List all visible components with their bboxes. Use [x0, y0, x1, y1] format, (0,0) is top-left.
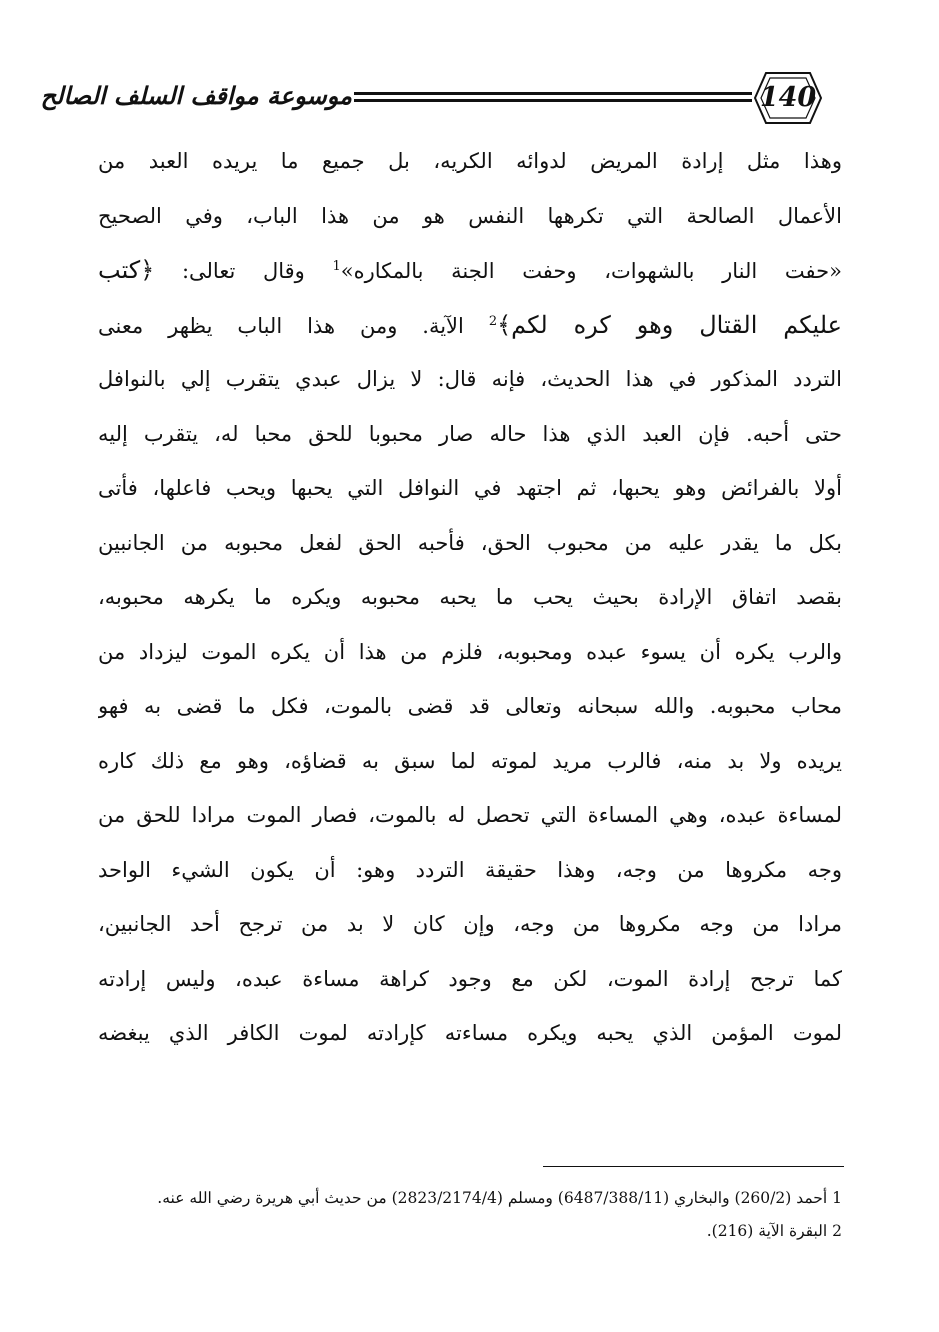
text-line: والرب يكره أن يسوء عبده ومحبوبه، فلزم من هذا أن يكره الموت ليزداد من: [98, 639, 842, 664]
text-line: عليكم القتال وهو كره لكم﴾$^2$ الآية. ومن هذا الباب يظهر معنى: [98, 310, 842, 339]
footnote-2: 2 البقرة الآية (216).: [706, 1222, 842, 1240]
main-text: [98, 134, 842, 1061]
page-number: 140: [759, 82, 817, 113]
text-line: التردد المذكور في هذا الحديث، فإنه قال: لا يزال عبدي يتقرب إلي بالنوافل: [98, 367, 842, 391]
text-line: محاب محبوبه. والله سبحانه وتعالى قد قضى بالموت، فكل ما قضى به فهو: [98, 694, 842, 718]
text-line: مرادا من وجه مكروها من وجه، وإن كان لا بد من ترجح أحد الجانبين،: [98, 912, 842, 936]
text-line: أولا بالفرائض وهو يحبها، ثم اجتهد في النوافل التي يحبها ويحب فاعلها، فأتى: [98, 476, 842, 500]
text-line: لمساءة عبده، وهي المساءة التي تحصل له بالموت، فصار الموت مرادا للحق من: [98, 803, 842, 827]
page-header: [40, 70, 832, 126]
text-line: بكل ما يقدر عليه من محبوب الحق، فأحبه الحق لفعل محبوبه من الجانبين: [98, 530, 842, 555]
text-line: وهذا مثل إرادة المريض لدوائه الكريه، بل جميع ما يريده العبد من: [98, 149, 842, 173]
book-title: موسوعة مواقف السلف الصالح: [40, 81, 352, 110]
footnotes: [98, 1182, 842, 1248]
text-line: يريده ولا بد منه، فالرب مريد لموته لما سبق به قضاؤه، وهو مع ذلك كاره: [98, 748, 842, 773]
header-rule: [354, 92, 752, 102]
text-line: وجه مكروها من وجه، وهذا حقيقة التردد وهو: أن يكون الشيء الواحد: [98, 857, 842, 882]
text-line: كما ترجح إرادة الموت، لكن مع وجود كراهة مساءة عبده، وليس إرادته: [98, 966, 842, 991]
footnote-1: 1 أحمد (260/2) والبخاري (6487/388/11) ومسلم (2823/2174/4) من حديث أبي هريرة رضي الله عنه.: [157, 1189, 842, 1207]
text-line: حتى أحبه. فإن العبد الذي هذا حاله صار محبوبا للحق محبا له، يتقرب إليه: [98, 421, 842, 446]
text-line: لموت المؤمن الذي يحبه ويكره مساءته كإرادته لموت الكافر الذي يبغضه: [98, 1021, 842, 1045]
footnote-ref-1: 1: [332, 259, 341, 274]
hadith-quote: «حفت النار بالشهوات، وحفت الجنة بالمكاره»: [340, 259, 842, 283]
page-number-badge: [752, 70, 824, 126]
quran-verse: عليكم القتال وهو كره لكم: [511, 310, 842, 339]
text-line: الأعمال الصالحة التي تكرهها النفس هو من هذا الباب، وفي الصحيح: [98, 203, 842, 228]
footnote-divider: [543, 1166, 844, 1167]
text-line: «حفت النار بالشهوات، وحفت الجنة بالمكاره»$^1$ وقال تعالى: ﴿كتب: [98, 256, 842, 284]
text-line: بقصد اتفاق الإرادة بحيث يحب ما يحبه محبوبه ويكره ما يكرهه محبوبه،: [98, 585, 842, 609]
footnote-ref-2: 2: [488, 313, 498, 329]
quran-verse-start: ﴿كتب: [98, 256, 155, 284]
